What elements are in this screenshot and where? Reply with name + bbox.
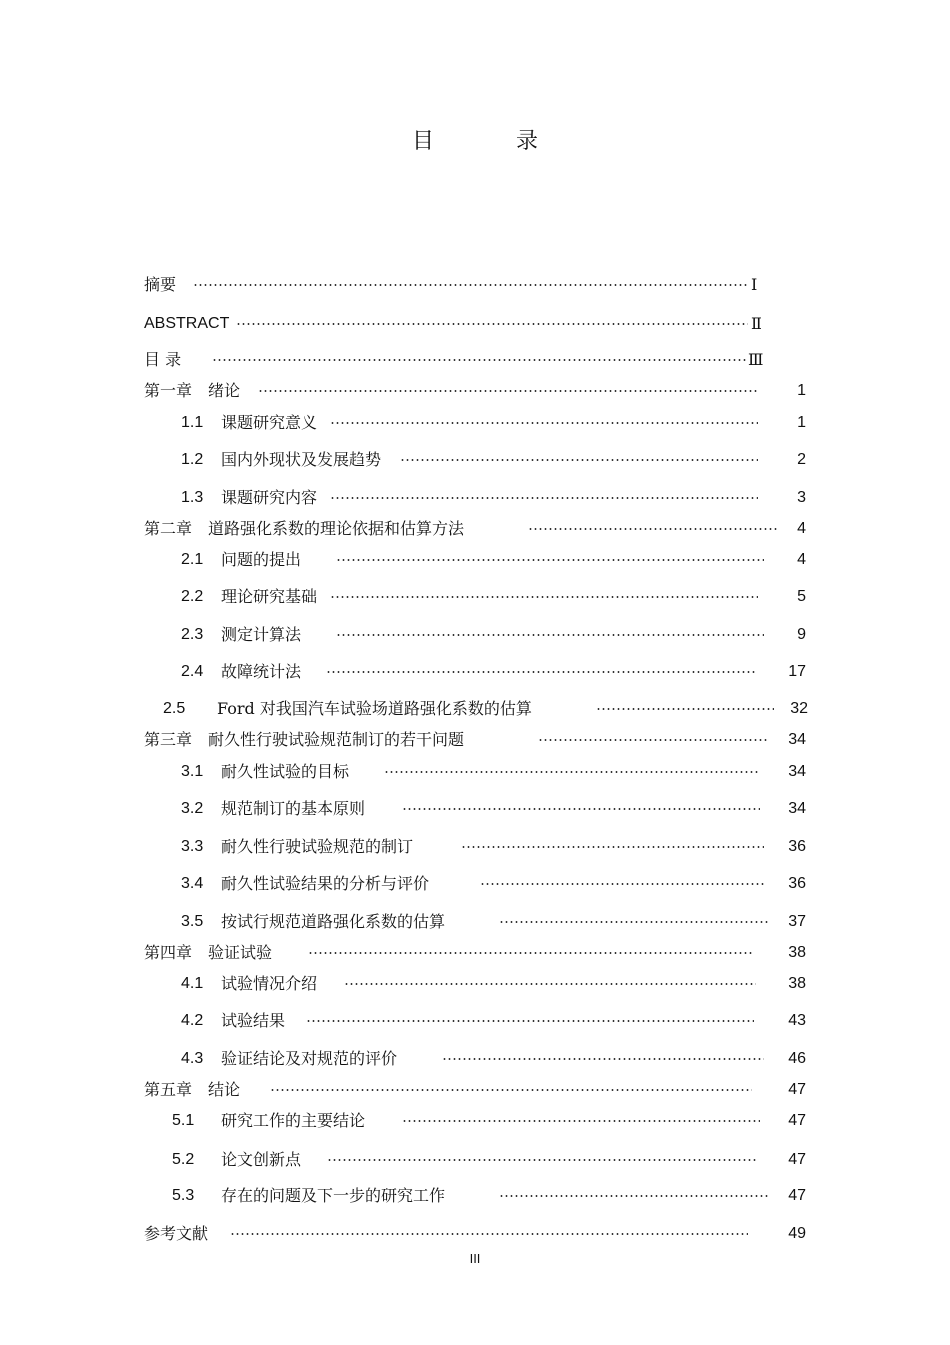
- toc-entry-text: 国内外现状及发展趋势: [221, 450, 382, 469]
- toc-entry-number: 5.3: [172, 1187, 195, 1204]
- leader-dots: [528, 528, 778, 530]
- toc-entry-text: 存在的问题及下一步的研究工作: [221, 1186, 446, 1205]
- toc-entry-section-2-3[interactable]: [0, 623, 950, 647]
- toc-entry-page: 3: [797, 489, 806, 506]
- toc-entry-text: 研究工作的主要结论: [221, 1111, 366, 1130]
- leader-dots: [258, 390, 758, 392]
- toc-entry-page: Ⅱ: [751, 314, 762, 333]
- leader-dots: [402, 1120, 760, 1122]
- leader-dots: [499, 1195, 768, 1197]
- toc-entry-page: 38: [788, 975, 806, 992]
- toc-entry-text: 第四章 验证试验: [144, 943, 273, 962]
- toc-entry-page: 17: [788, 663, 806, 680]
- toc-entry-chapter-2[interactable]: [0, 517, 950, 541]
- toc-entry-abstract-en[interactable]: [0, 312, 950, 336]
- leader-dots: [327, 1159, 756, 1161]
- leader-dots: [308, 952, 752, 954]
- toc-entry-text: 规范制订的基本原则: [221, 799, 366, 818]
- toc-entry-section-5-1[interactable]: [0, 1109, 950, 1133]
- toc-entry-section-5-3[interactable]: [0, 1184, 950, 1208]
- leader-dots: [480, 883, 766, 885]
- toc-entry-text: 摘要: [144, 275, 177, 294]
- toc-entry-text: 第一章 绪论: [144, 381, 241, 400]
- toc-entry-chapter-4[interactable]: [0, 941, 950, 965]
- toc-entry-page: 37: [788, 913, 806, 930]
- toc-entry-number: 2.5: [163, 700, 186, 717]
- leader-dots: [330, 422, 758, 424]
- toc-entry-page: 4: [797, 551, 806, 568]
- toc-entry-number: 4.1: [181, 975, 204, 992]
- leader-dots: [326, 671, 756, 673]
- leader-dots: [230, 1233, 748, 1235]
- toc-entry-number: 3.1: [181, 763, 204, 780]
- leader-dots: [330, 497, 758, 499]
- toc-entry-text: 课题研究意义: [221, 413, 318, 432]
- toc-entry-text: 测定计算法: [221, 625, 302, 644]
- toc-entry-text: 论文创新点: [221, 1150, 302, 1169]
- toc-entry-page: 38: [788, 944, 806, 961]
- toc-entry-page: 34: [788, 763, 806, 780]
- toc-entry-section-3-4[interactable]: [0, 872, 950, 896]
- toc-entry-page: 1: [797, 382, 806, 399]
- toc-entry-page: 47: [788, 1151, 806, 1168]
- toc-entry-text: 理论研究基础: [221, 587, 318, 606]
- toc-entry-abstract-cn[interactable]: [0, 273, 950, 297]
- toc-entry-section-2-2[interactable]: [0, 585, 950, 609]
- leader-dots: [344, 983, 756, 985]
- toc-entry-section-1-3[interactable]: [0, 486, 950, 510]
- toc-entry-chapter-5[interactable]: [0, 1078, 950, 1102]
- toc-entry-text: 耐久性行驶试验规范的制订: [221, 837, 414, 856]
- toc-entry-page: Ⅰ: [751, 275, 758, 294]
- toc-entry-page: 9: [797, 626, 806, 643]
- toc-entry-page: 36: [788, 875, 806, 892]
- leader-dots: [499, 921, 768, 923]
- toc-entry-page: 47: [788, 1112, 806, 1129]
- toc-entry-section-2-5[interactable]: [0, 697, 950, 721]
- toc-entry-text: 第三章 耐久性行驶试验规范制订的若干问题: [144, 730, 465, 749]
- toc-entry-text: 第二章 道路强化系数的理论依据和估算方法: [144, 519, 465, 538]
- toc-entry-page: 36: [788, 838, 806, 855]
- leader-dots: [336, 559, 764, 561]
- toc-entry-section-3-2[interactable]: [0, 797, 950, 821]
- toc-entry-text: 试验结果: [221, 1011, 286, 1030]
- toc-title: 目 录: [411, 129, 568, 154]
- toc-entry-chapter-3[interactable]: [0, 728, 950, 752]
- toc-entry-number: 3.5: [181, 913, 204, 930]
- toc-entry-text: 试验情况介绍: [221, 974, 318, 993]
- toc-entry-section-2-1[interactable]: [0, 548, 950, 572]
- toc-entry-section-4-3[interactable]: [0, 1047, 950, 1071]
- toc-entry-page: 47: [788, 1081, 806, 1098]
- toc-entry-section-2-4[interactable]: [0, 660, 950, 684]
- toc-entry-chapter-1[interactable]: [0, 379, 950, 403]
- toc-entry-text: 课题研究内容: [221, 488, 318, 507]
- toc-entry-section-3-3[interactable]: [0, 835, 950, 859]
- toc-entry-section-1-2[interactable]: [0, 448, 950, 472]
- toc-entry-text: 第五章 结论: [144, 1080, 241, 1099]
- leader-dots: [442, 1058, 764, 1060]
- toc-entry-text: 故障统计法: [221, 662, 302, 681]
- toc-entry-number: 4.2: [181, 1012, 204, 1029]
- leader-dots: [336, 634, 764, 636]
- toc-entry-number: 2.4: [181, 663, 204, 680]
- toc-entry-text: 验证结论及对规范的评价: [221, 1049, 398, 1068]
- toc-entry-text: 目 录: [144, 350, 182, 369]
- page-number: III: [469, 1251, 481, 1266]
- toc-entry-section-4-1[interactable]: [0, 972, 950, 996]
- toc-entry-section-5-2[interactable]: [0, 1148, 950, 1172]
- toc-entry-text: 问题的提出: [221, 550, 302, 569]
- leader-dots: [461, 846, 764, 848]
- toc-entry-section-4-2[interactable]: [0, 1009, 950, 1033]
- toc-entry-number: 1.2: [181, 451, 204, 468]
- toc-entry-page: 34: [788, 731, 806, 748]
- toc-entry-number: 2.3: [181, 626, 204, 643]
- toc-entry-page: 43: [788, 1012, 806, 1029]
- toc-entry-section-3-1[interactable]: [0, 760, 950, 784]
- toc-entry-section-3-5[interactable]: [0, 910, 950, 934]
- leader-dots: [538, 739, 768, 741]
- leader-dots: [402, 808, 760, 810]
- toc-entry-page: 34: [788, 800, 806, 817]
- toc-entry-section-1-1[interactable]: [0, 411, 950, 435]
- toc-entry-page: 32: [790, 700, 808, 717]
- leader-dots: [236, 323, 748, 325]
- toc-entry-number: 5.2: [172, 1151, 195, 1168]
- leader-dots: [400, 459, 758, 461]
- leader-dots: [270, 1089, 752, 1091]
- toc-entry-text: ABSTRACT: [144, 315, 230, 332]
- toc-entry-number: 1.3: [181, 489, 204, 506]
- leader-dots: [193, 284, 748, 286]
- toc-entry-text: 按试行规范道路强化系数的估算: [221, 912, 446, 931]
- toc-entry-number: 3.3: [181, 838, 204, 855]
- toc-entry-page: 49: [788, 1225, 806, 1242]
- toc-entry-number: 2.1: [181, 551, 204, 568]
- toc-entry-number: 3.4: [181, 875, 204, 892]
- toc-entry-number: 3.2: [181, 800, 204, 817]
- toc-entry-page: 4: [797, 520, 806, 537]
- toc-entry-contents[interactable]: [0, 348, 950, 372]
- toc-entry-text: 耐久性试验的目标: [221, 762, 350, 781]
- leader-dots: [330, 596, 758, 598]
- toc-entry-text: 耐久性试验结果的分析与评价: [221, 874, 430, 893]
- toc-entry-page: 1: [797, 414, 806, 431]
- toc-entry-page: 47: [788, 1187, 806, 1204]
- leader-dots: [596, 708, 774, 710]
- toc-entry-number: 5.1: [172, 1112, 195, 1129]
- toc-entry-page: 2: [797, 451, 806, 468]
- leader-dots: [384, 771, 760, 773]
- toc-entry-text: 参考文献: [144, 1224, 209, 1243]
- leader-dots: [212, 359, 748, 361]
- leader-dots: [306, 1020, 754, 1022]
- toc-entry-number: 1.1: [181, 414, 204, 431]
- toc-entry-page: 5: [797, 588, 806, 605]
- toc-entry-page: Ⅲ: [748, 350, 764, 369]
- toc-entry-references[interactable]: [0, 1222, 950, 1246]
- toc-entry-number: 4.3: [181, 1050, 204, 1067]
- toc-entry-number: 2.2: [181, 588, 204, 605]
- toc-entry-text: Ford 对我国汽车试验场道路强化系数的估算: [217, 699, 532, 718]
- toc-entry-page: 46: [788, 1050, 806, 1067]
